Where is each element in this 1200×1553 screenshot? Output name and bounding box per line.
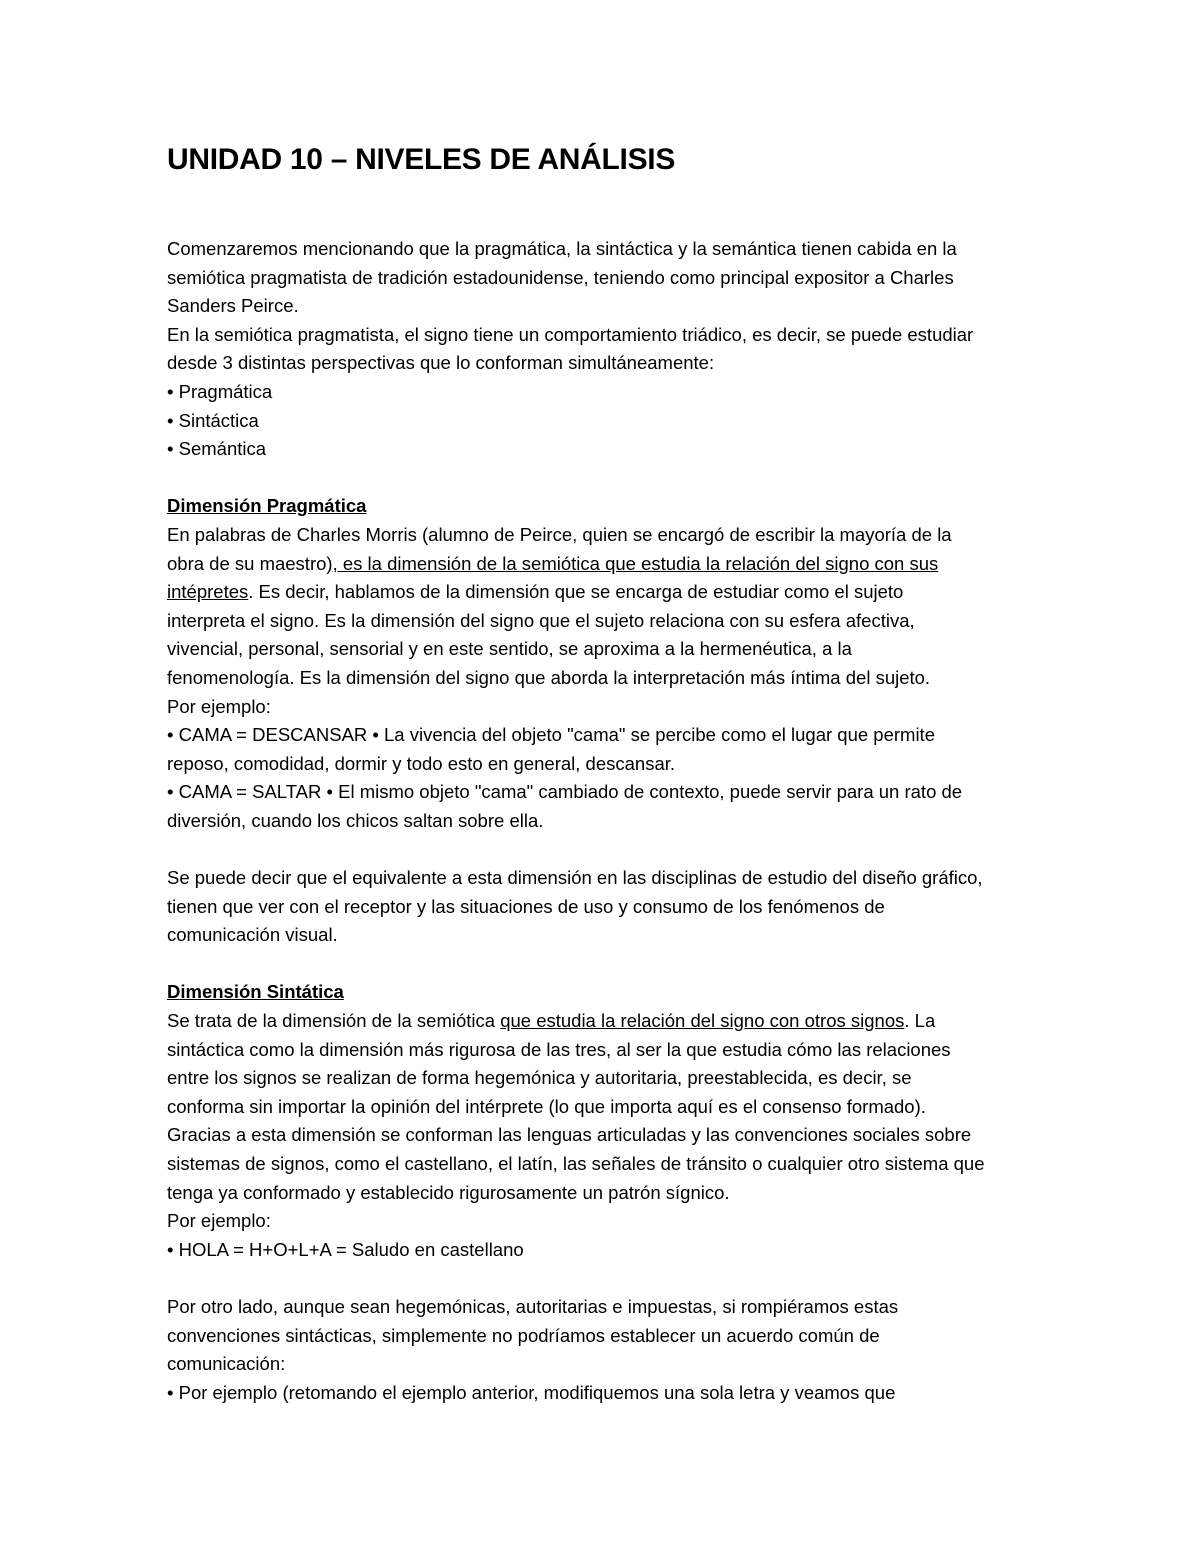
paragraph-spacer bbox=[167, 950, 1047, 979]
document-body bbox=[167, 140, 1047, 1407]
paragraph-spacer bbox=[167, 1264, 1047, 1293]
text-line: En palabras de Charles Morris (alumno de Peirce, quien se encargó de escribir la mayoría de la bbox=[167, 523, 952, 545]
text-line bbox=[167, 578, 1047, 607]
equivalente-paragraph bbox=[167, 864, 1047, 950]
text-line: entre los signos se realizan de forma hegemónica y autoritaria, preestablecida, es decir, se bbox=[167, 1067, 912, 1089]
paragraph-spacer bbox=[167, 835, 1047, 864]
text-run: . Es decir, hablamos de la dimensión que se encarga de estudiar como el sujeto bbox=[248, 581, 904, 603]
bullet-item-sintactica: • Sintáctica bbox=[167, 409, 259, 431]
underlined-text: ), es la dimensión de la semiótica que estudia la relación del signo con sus bbox=[326, 552, 939, 574]
text-line: semiótica pragmatista de tradición estadounidense, teniendo como principal expositor a Charles bbox=[167, 266, 954, 288]
text-line: tienen que ver con el receptor y las situaciones de uso y consumo de los fenómenos de bbox=[167, 895, 885, 917]
text-line: interpreta el signo. Es la dimensión del signo que el sujeto relaciona con su esfera afectiva, bbox=[167, 609, 915, 631]
text-line: En la semiótica pragmatista, el signo tiene un comportamiento triádico, es decir, se puede estudiar bbox=[167, 323, 974, 345]
text-line: comunicación: bbox=[167, 1353, 286, 1375]
paragraph-spacer bbox=[167, 464, 1047, 493]
text-run: obra de su maestro bbox=[167, 552, 327, 574]
text-run: Se trata de la dimensión de la semiótica bbox=[167, 1010, 501, 1032]
section-heading-pragmatica: Dimensión Pragmática bbox=[167, 495, 367, 517]
text-line: reposo, comodidad, dormir y todo esto en general, descansar. bbox=[167, 752, 676, 774]
underlined-text: intépretes bbox=[167, 581, 249, 603]
bullet-item: • Por ejemplo (retomando el ejemplo anterior, modifiquemos una sola letra y veamos que bbox=[167, 1381, 896, 1403]
bullet-item: • CAMA = DESCANSAR • La vivencia del objeto "cama" se percibe como el lugar que permite bbox=[167, 724, 935, 746]
text-line: conforma sin importar la opinión del intérprete (lo que importa aquí es el consenso formado). bbox=[167, 1095, 926, 1117]
text-line bbox=[167, 1007, 1047, 1036]
document-title: UNIDAD 10 – NIVELES DE ANÁLISIS bbox=[167, 143, 676, 176]
text-line: Por ejemplo: bbox=[167, 1210, 271, 1232]
otro-lado-paragraph bbox=[167, 1293, 1047, 1407]
text-line: tenga ya conformado y establecido rigurosamente un patrón sígnico. bbox=[167, 1181, 730, 1203]
text-line: Gracias a esta dimensión se conforman las lenguas articuladas y las convenciones sociales sobre bbox=[167, 1124, 972, 1146]
text-run: . La bbox=[904, 1010, 936, 1032]
text-line: comunicación visual. bbox=[167, 924, 338, 946]
text-line bbox=[167, 550, 1047, 579]
intro-paragraph bbox=[167, 235, 1047, 464]
bullet-item: • HOLA = H+O+L+A = Saludo en castellano bbox=[167, 1238, 524, 1260]
text-line: Se puede decir que el equivalente a esta dimensión en las disciplinas de estudio del diseño gráfico, bbox=[167, 867, 983, 889]
section-sintactica bbox=[167, 978, 1047, 1264]
text-line: desde 3 distintas perspectivas que lo conforman simultáneamente: bbox=[167, 352, 715, 374]
text-line: diversión, cuando los chicos saltan sobre ella. bbox=[167, 809, 544, 831]
text-line: sintáctica como la dimensión más rigurosa de las tres, al ser la que estudia cómo las relaciones bbox=[167, 1038, 951, 1060]
text-line: Por ejemplo: bbox=[167, 695, 271, 717]
text-line: fenomenología. Es la dimensión del signo que aborda la interpretación más íntima del sujeto. bbox=[167, 666, 931, 688]
text-line: convenciones sintácticas, simplemente no podríamos establecer un acuerdo común de bbox=[167, 1324, 880, 1346]
underlined-text: que estudia la relación del signo con otros signos bbox=[500, 1010, 905, 1032]
bullet-item: • CAMA = SALTAR • El mismo objeto "cama" cambiado de contexto, puede servir para un rato de bbox=[167, 781, 963, 803]
section-pragmatica bbox=[167, 492, 1047, 835]
text-line: Por otro lado, aunque sean hegemónicas, autoritarias e impuestas, si rompiéramos estas bbox=[167, 1295, 899, 1317]
text-line: Sanders Peirce. bbox=[167, 295, 299, 317]
bullet-item-pragmatica: • Pragmática bbox=[167, 380, 273, 402]
bullet-item-semantica: • Semántica bbox=[167, 438, 267, 460]
text-line: vivencial, personal, sensorial y en este sentido, se aproxima a la hermenéutica, a la bbox=[167, 638, 852, 660]
text-line: sistemas de signos, como el castellano, el latín, las señales de tránsito o cualquier otro sistema que bbox=[167, 1153, 985, 1174]
section-heading-sintactica: Dimensión Sintática bbox=[167, 981, 344, 1003]
text-line: Comenzaremos mencionando que la pragmática, la sintáctica y la semántica tienen cabida en la bbox=[167, 238, 957, 259]
